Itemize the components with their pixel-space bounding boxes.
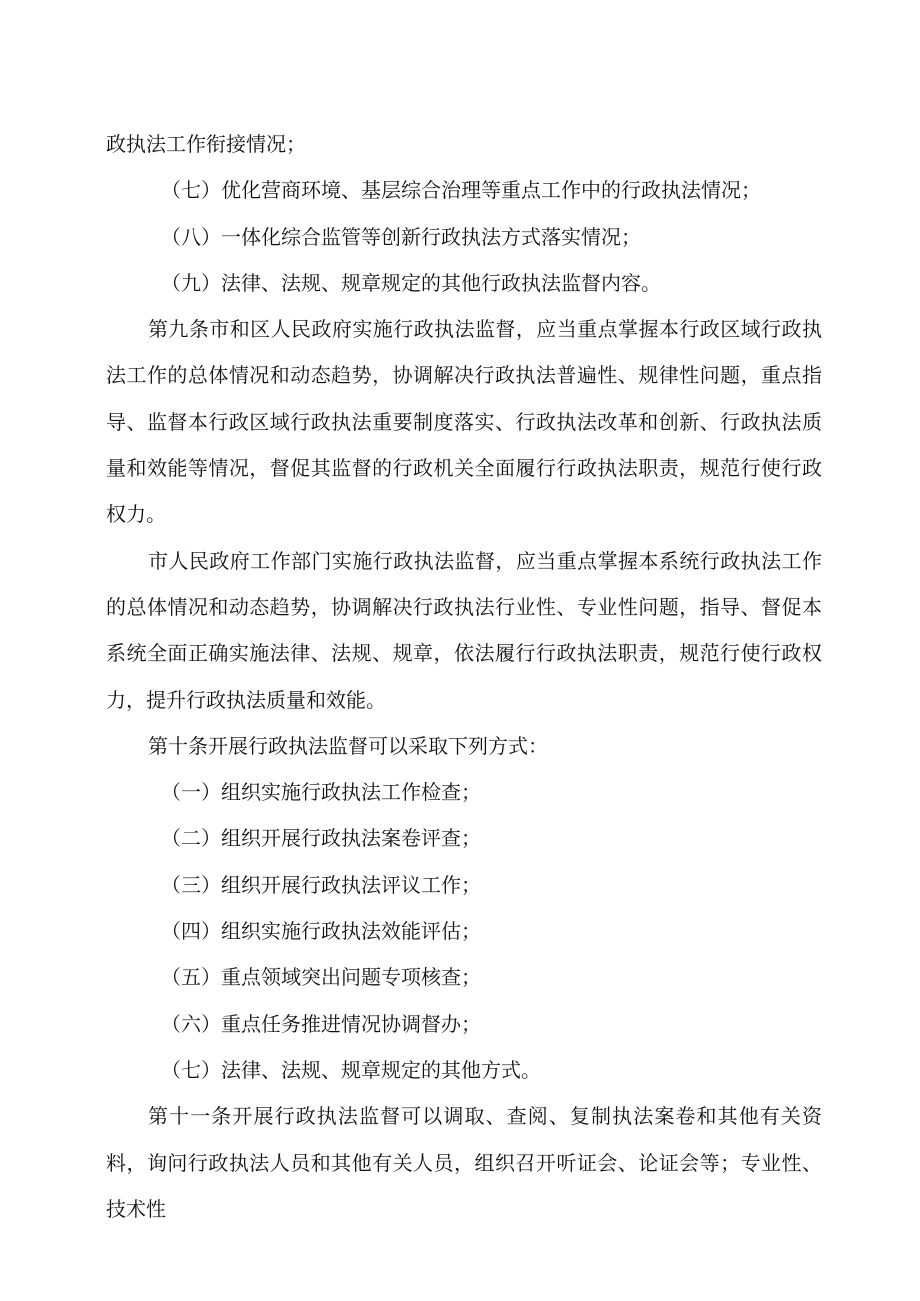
article-9-paragraph: 第九条市和区人民政府实施行政执法监督，应当重点掌握本行政区域行政执法工作的总体情况和动态趋势，协调解决行政执法普遍性、规律性问题，重点指导、监督本行政区域行政执法重要制度落实、行政执法改革和创新、行政执法质量和效能等情况，督促其监督的行政机关全面履行行政执法职责，规范行使行政权力。 (106, 317, 822, 527)
list-item: （六）重点任务推进情况协调督办； (161, 1011, 481, 1036)
paragraph-continuation: 政执法工作衔接情况； (106, 132, 306, 156)
list-item: （一）组织实施行政执法工作检查； (161, 780, 481, 805)
list-item: （五）重点领域突出问题专项核查； (161, 965, 481, 990)
article-10-paragraph: 第十条开展行政执法监督可以采取下列方式： (148, 733, 548, 758)
list-item: （七）优化营商环境、基层综合治理等重点工作中的行政执法情况； (161, 178, 761, 203)
article-11-paragraph: 第十一条开展行政执法监督可以调取、查阅、复制执法案卷和其他有关资料，询问行政执法人员和其他有关人员，组织召开听证会、论证会等；专业性、技术性 (106, 1104, 822, 1221)
list-item: （八）一体化综合监管等创新行政执法方式落实情况； (161, 224, 641, 249)
list-item: （九）法律、法规、规章规定的其他行政执法监督内容。 (161, 270, 661, 295)
article-9-paragraph-2: 市人民政府工作部门实施行政执法监督，应当重点掌握本系统行政执法工作的总体情况和动态趋势，协调解决行政执法行业性、专业性问题，指导、督促本系统全面正确实施法律、法规、规章，依法履行行政执法职责，规范行使行政权力，提升行政执法质量和效能。 (106, 548, 822, 712)
list-item: （四）组织实施行政执法效能评估； (161, 919, 481, 944)
list-item: （二）组织开展行政执法案卷评查； (161, 826, 481, 851)
list-item: （七）法律、法规、规章规定的其他方式。 (161, 1057, 541, 1082)
document-page (106, 121, 822, 1232)
list-item: （三）组织开展行政执法评议工作； (161, 872, 481, 897)
